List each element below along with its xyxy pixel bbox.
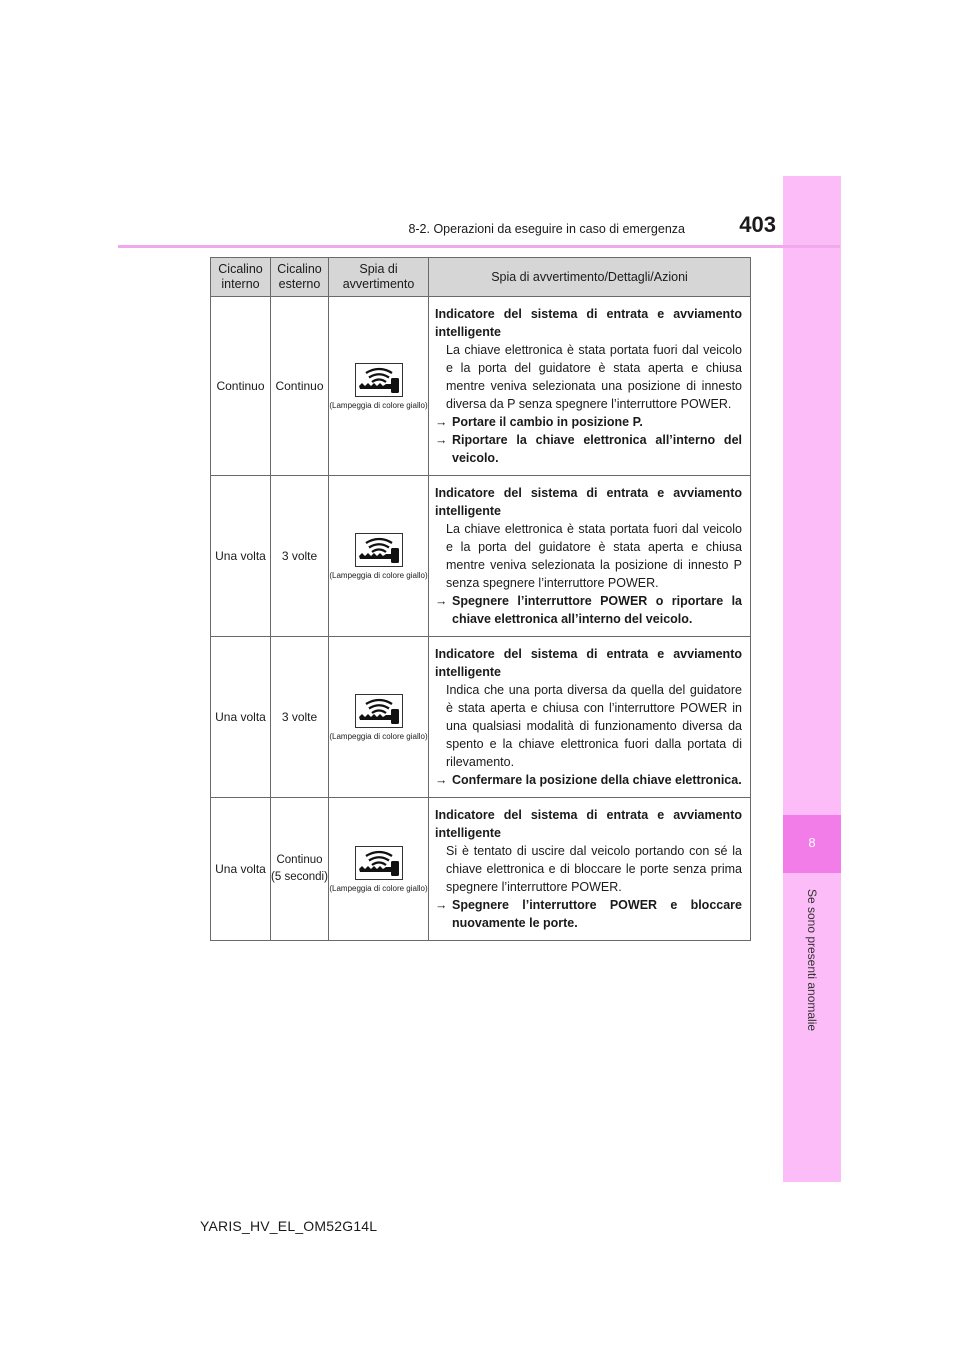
action-item — [435, 413, 742, 431]
arrow-icon: → — [435, 773, 448, 787]
action-text: Spegnere l’interruttore POWER e bloccare nuovamente le porte. — [452, 898, 742, 930]
action-text: Confermare la posizione della chiave elettronica. — [452, 773, 742, 787]
action-item — [435, 431, 742, 467]
light-note: (Lampeggia di colore giallo) — [329, 731, 428, 741]
action-text: Portare il cambio in posizione P. — [452, 415, 643, 429]
action-text: Spegnere l’interruttore POWER o riportare la chiave elettronica all’interno del veicolo. — [452, 594, 742, 626]
detail-description: Indica che una porta diversa da quella del guidatore è stata aperta e chiusa con l’interruttore POWER in una qualsiasi modalità di funzionamento diversa da spento e la chiave elettronica fuori dalla portata di rilevamento. — [446, 683, 742, 769]
details-cell — [429, 297, 751, 476]
warning-light-cell — [329, 476, 429, 637]
chapter-title: Se sono presenti anomalie — [805, 888, 819, 1032]
arrow-icon: → — [435, 415, 448, 429]
light-note: (Lampeggia di colore giallo) — [329, 570, 428, 580]
action-text: Riportare la chiave elettronica all’interno del veicolo. — [452, 433, 742, 465]
internal-buzzer-cell: Una volta — [211, 798, 271, 941]
chapter-number: 8 — [808, 835, 816, 850]
chapter-side-tab — [783, 176, 841, 1182]
internal-buzzer-cell: Continuo — [211, 297, 271, 476]
section-title: 8-2. Operazioni da eseguire in caso di emergenza — [408, 222, 685, 236]
light-note: (Lampeggia di colore giallo) — [329, 400, 428, 410]
document-code: YARIS_HV_EL_OM52G14L — [200, 1218, 378, 1234]
external-buzzer-cell: 3 volte — [271, 637, 329, 798]
warning-light-cell — [329, 798, 429, 941]
detail-title: Indicatore del sistema di entrata e avviamento intelligente — [435, 647, 742, 679]
header-external-buzzer: Cicalino esterno — [271, 258, 329, 297]
page-number: 403 — [739, 212, 776, 237]
light-note: (Lampeggia di colore giallo) — [329, 883, 428, 893]
external-buzzer-cell: Continuo (5 secondi) — [271, 798, 329, 941]
table-header-row — [211, 258, 751, 297]
table-row — [211, 476, 751, 637]
smart-key-warning-icon — [355, 846, 403, 880]
detail-description: Si è tentato di uscire dal veicolo portando con sé la chiave elettronica e di bloccare le porte senza prima spegnere l’interruttore POWER. — [446, 844, 742, 894]
warning-light-cell — [329, 297, 429, 476]
arrow-icon: → — [435, 898, 448, 912]
arrow-icon: → — [435, 594, 448, 608]
details-cell — [429, 637, 751, 798]
external-buzzer-cell: 3 volte — [271, 476, 329, 637]
smart-key-warning-icon — [355, 363, 403, 397]
smart-key-warning-icon — [355, 694, 403, 728]
header-rule — [118, 245, 840, 248]
detail-title: Indicatore del sistema di entrata e avviamento intelligente — [435, 486, 742, 518]
warning-light-cell — [329, 637, 429, 798]
action-item — [435, 771, 742, 789]
arrow-icon: → — [435, 433, 448, 447]
header-details: Spia di avvertimento/Dettagli/Azioni — [429, 258, 751, 297]
header-internal-buzzer: Cicalino interno — [211, 258, 271, 297]
table-row — [211, 637, 751, 798]
action-item — [435, 896, 742, 932]
table-row — [211, 798, 751, 941]
internal-buzzer-cell: Una volta — [211, 637, 271, 798]
warning-table — [210, 257, 751, 941]
details-cell — [429, 476, 751, 637]
table-row — [211, 297, 751, 476]
details-cell — [429, 798, 751, 941]
detail-title: Indicatore del sistema di entrata e avviamento intelligente — [435, 307, 742, 339]
smart-key-warning-icon — [355, 533, 403, 567]
external-buzzer-cell: Continuo — [271, 297, 329, 476]
action-item — [435, 592, 742, 628]
detail-description: La chiave elettronica è stata portata fuori dal veicolo e la porta del guidatore è stata aperta e chiusa mentre veniva selezionata la posizione di innesto P senza spegnere l’interruttore POWER. — [446, 522, 742, 590]
detail-description: La chiave elettronica è stata portata fuori dal veicolo e la porta del guidatore è stata aperta e chiusa mentre veniva selezionata una posizione di innesto diversa da P senza spegnere l’interruttore POWER. — [446, 343, 742, 411]
internal-buzzer-cell: Una volta — [211, 476, 271, 637]
detail-title: Indicatore del sistema di entrata e avviamento intelligente — [435, 808, 742, 840]
header-warning-light: Spia di avvertimento — [329, 258, 429, 297]
